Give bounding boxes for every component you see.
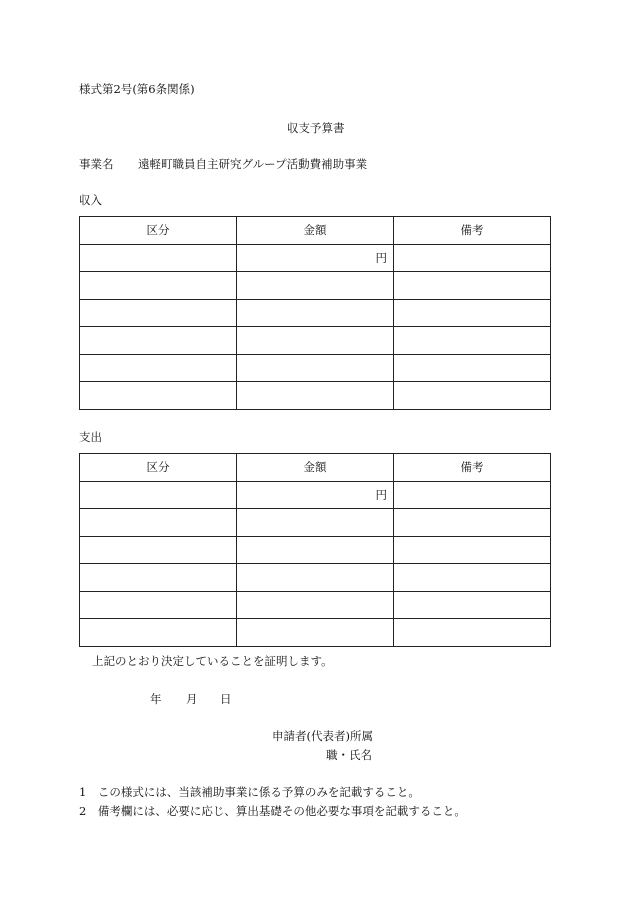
income-cell-remarks[interactable] [394,299,551,327]
project-name: 遠軽町職員自主研究グループ活動費補助事業 [138,157,368,171]
expense-cell-category[interactable] [80,481,237,509]
income-heading: 収入 [79,193,102,207]
certification-text: 上記のとおり決定していることを証明します。 [92,654,333,668]
expense-cell-remarks[interactable] [394,536,551,564]
note-item: 2 備考欄には、必要に応じ、算出基礎その他必要な事項を記載すること。 [79,804,466,818]
table-row [80,299,551,327]
table-row [80,244,551,272]
expense-cell-remarks[interactable] [394,619,551,647]
expense-cell-category[interactable] [80,591,237,619]
income-cell-category[interactable] [80,382,237,410]
income-cell-amount[interactable] [237,327,394,355]
form-number: 様式第2号(第6条関係) [79,82,195,96]
income-cell-amount[interactable] [237,272,394,300]
income-cell-category[interactable] [80,272,237,300]
expense-table [79,453,551,647]
applicant-name-label: 職・氏名 [326,748,372,762]
income-cell-category[interactable] [80,327,237,355]
date-year: 年 [150,692,162,706]
expense-cell-remarks[interactable] [394,481,551,509]
expense-cell-amount[interactable] [237,481,394,509]
yen-unit: 円 [375,250,387,265]
expense-cell-amount[interactable] [237,509,394,537]
expense-cell-remarks[interactable] [394,509,551,537]
income-header-row [80,217,551,245]
income-cell-category[interactable] [80,299,237,327]
expense-cell-remarks[interactable] [394,591,551,619]
table-row [80,591,551,619]
table-row [80,564,551,592]
expense-cell-amount[interactable] [237,564,394,592]
income-cell-amount[interactable] [237,244,394,272]
document-title: 収支予算書 [287,121,345,135]
income-table [79,216,551,410]
income-cell-category[interactable] [80,244,237,272]
table-row [80,327,551,355]
table-row [80,619,551,647]
income-cell-remarks[interactable] [394,354,551,382]
income-cell-amount[interactable] [237,354,394,382]
income-col-category: 区分 [80,217,237,245]
expense-cell-amount[interactable] [237,591,394,619]
table-row [80,272,551,300]
yen-unit: 円 [375,487,387,502]
expense-heading: 支出 [79,430,102,444]
expense-cell-category[interactable] [80,564,237,592]
expense-col-remarks: 備考 [394,454,551,482]
income-cell-amount[interactable] [237,382,394,410]
income-cell-remarks[interactable] [394,382,551,410]
expense-cell-remarks[interactable] [394,564,551,592]
table-row [80,481,551,509]
table-row [80,509,551,537]
expense-cell-amount[interactable] [237,619,394,647]
income-cell-amount[interactable] [237,299,394,327]
note-item: 1 この様式には、当該補助事業に係る予算のみを記載すること。 [79,785,420,799]
income-cell-remarks[interactable] [394,327,551,355]
expense-header-row [80,454,551,482]
expense-col-category: 区分 [80,454,237,482]
income-col-remarks: 備考 [394,217,551,245]
income-cell-category[interactable] [80,354,237,382]
table-row [80,354,551,382]
expense-cell-category[interactable] [80,509,237,537]
table-row [80,382,551,410]
expense-cell-category[interactable] [80,619,237,647]
applicant-affiliation: 申請者(代表者)所属 [272,729,373,743]
income-col-amount: 金額 [237,217,394,245]
expense-cell-category[interactable] [80,536,237,564]
income-cell-remarks[interactable] [394,244,551,272]
date-day: 日 [220,692,232,706]
project-label: 事業名 [79,157,114,171]
expense-cell-amount[interactable] [237,536,394,564]
table-row [80,536,551,564]
date-month: 月 [186,692,198,706]
income-cell-remarks[interactable] [394,272,551,300]
expense-col-amount: 金額 [237,454,394,482]
